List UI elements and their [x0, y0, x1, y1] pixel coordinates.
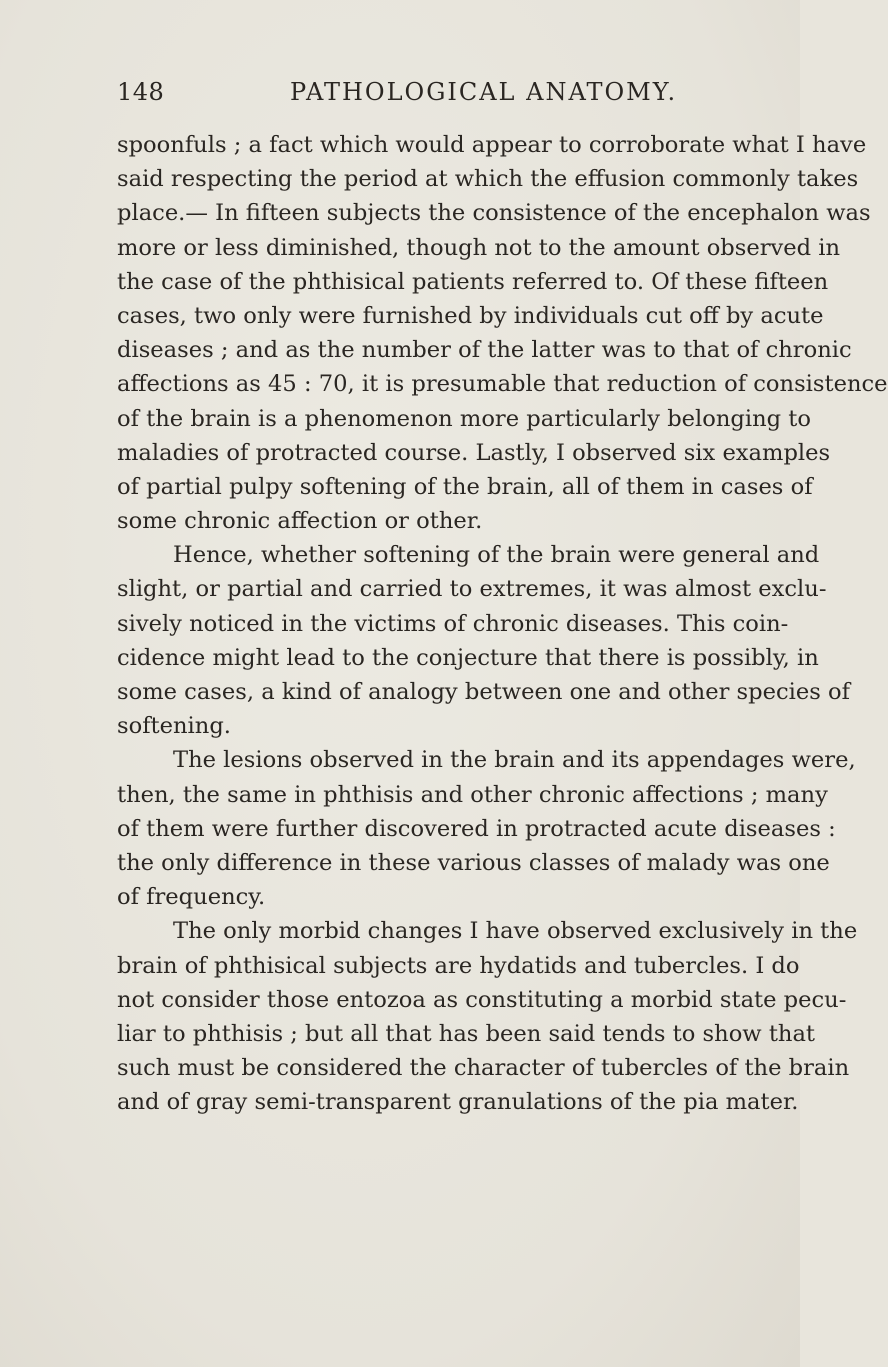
text-line: the only difference in these various classes of malady was one [117, 849, 830, 876]
text-line: said respecting the period at which the effusion commonly takes [117, 166, 859, 193]
text-line: then, the same in phthisis and other chronic affections ; many [117, 781, 828, 808]
text-line: of frequency. [117, 884, 266, 911]
text-line: liar to phthisis ; but all that has been said tends to show that [117, 1020, 816, 1047]
text-line: some chronic affection or other. [117, 508, 483, 535]
text-line: cases, two only were furnished by individuals cut off by acute [117, 302, 824, 329]
body-text [117, 128, 888, 1119]
text-line: The only morbid changes I have observed exclusively in the [173, 918, 858, 945]
text-line: and of gray semi-transparent granulations of the pia mater. [117, 1089, 799, 1116]
text-line: sively noticed in the victims of chronic diseases. This coin- [117, 610, 789, 637]
page-header [117, 78, 777, 114]
text-line: spoonfuls ; a fact which would appear to corroborate what I have [117, 132, 867, 158]
text-line: of them were further discovered in protracted acute diseases : [117, 815, 836, 842]
text-line: slight, or partial and carried to extremes, it was almost exclu- [117, 576, 827, 603]
text-line: diseases ; and as the number of the latter was to that of chronic [117, 337, 852, 364]
text-line: of the brain is a phenomenon more particularly belonging to [117, 405, 811, 432]
text-line: such must be considered the character of tubercles of the brain [117, 1055, 850, 1082]
text-line: of partial pulpy softening of the brain, all of them in cases of [117, 473, 813, 500]
text-line: place.— In fifteen subjects the consistence of the encephalon was [117, 200, 871, 227]
text-line: maladies of protracted course. Lastly, I observed six examples [117, 439, 831, 466]
text-line: the case of the phthisical patients referred to. Of these fifteen [117, 268, 829, 295]
text-line: some cases, a kind of analogy between one and other species of [117, 679, 850, 705]
text-line: brain of phthisical subjects are hydatids and tubercles. I do [117, 952, 800, 979]
text-line: The lesions observed in the brain and its appendages were, [173, 747, 856, 774]
text-line: more or less diminished, though not to the amount observed in [117, 234, 841, 261]
text-line: cidence might lead to the conjecture that there is possibly, in [117, 644, 819, 671]
page-number: 148 [117, 78, 165, 106]
text-line: Hence, whether softening of the brain were general and [173, 542, 820, 569]
text-line: affections as 45 : 70, it is presumable that reduction of consistence [117, 371, 888, 398]
text-line: softening. [117, 713, 231, 740]
text-line: not consider those entozoa as constituting a morbid state pecu- [117, 986, 847, 1013]
running-head: PATHOLOGICAL ANATOMY. [290, 78, 678, 106]
